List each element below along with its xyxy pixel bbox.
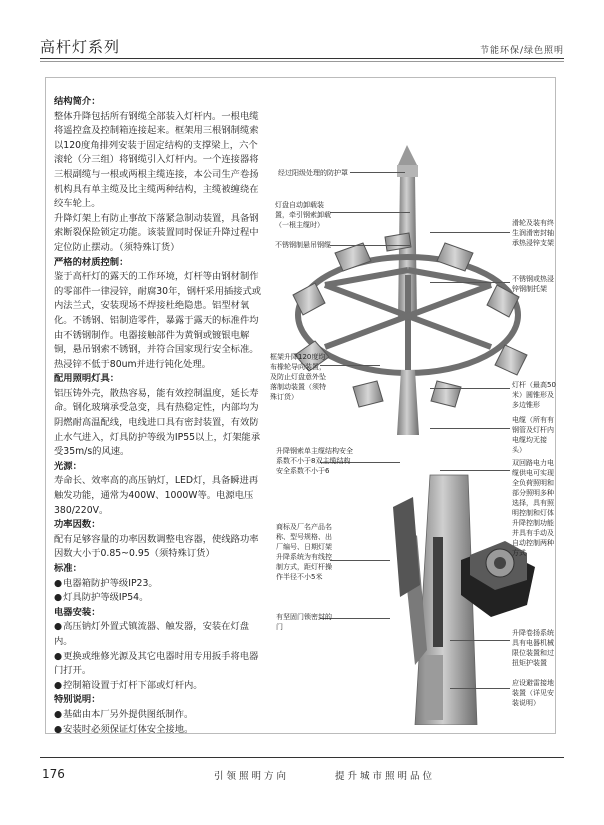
leader-line bbox=[430, 388, 510, 389]
leader-line bbox=[330, 560, 390, 561]
caption-door: 有坚固门锁密封的门 bbox=[276, 613, 332, 631]
source-text: 寿命长、效率高的高压钠灯，LED灯，具备瞬进再触发功能，通常为400W、1000W等。电源电压380/220V。 bbox=[54, 475, 259, 516]
page-title: 高杆灯系列 bbox=[40, 38, 121, 56]
lighting-heading: 配用照明灯具： bbox=[54, 373, 120, 385]
caption-guide-brake: 框架升降120度均布橡轮导向装置，及防止灯盘意外坠落制动装置（须特殊订货） bbox=[270, 353, 326, 401]
description-column bbox=[54, 95, 266, 737]
note-item: ● 安装时必须保证灯体安全接地。 bbox=[54, 723, 266, 738]
caption-bracket: 不锈钢或热浸锌钢制托架 bbox=[512, 275, 554, 293]
material-heading: 严格的材质控制： bbox=[54, 256, 129, 268]
caption-auto-unload: 灯盘自动卸载装置，牵引钢索卸载（一根主缆时） bbox=[275, 201, 331, 229]
caption-dual-circuit: 双回路电力电缆供电可实现全负荷照明和部分照明多种选择，具有照明控制和灯体升降控制功能并具有手动及自动控制两种方式 bbox=[512, 459, 554, 557]
page-number: 176 bbox=[42, 767, 65, 781]
leader-line bbox=[440, 470, 510, 471]
caption-winch: 升降卷扬系统具有电器机械限位装置和过扭矩护装置 bbox=[512, 629, 554, 667]
footer-divider bbox=[40, 757, 564, 758]
install-heading: 电器安装： bbox=[54, 606, 101, 618]
structure-text: 整体升降包括所有钢缆全部装入灯杆内。一根电缆将遥控盒及控制箱连接起来。框架用三根钢制缆索以120度角排列安装于固定结构的支撑梁上，六个滚轮（分三组）将钢缆引入灯杆内。一个连接器将三根副缆与一根或两根主缆连接，本公司生产卷扬机构具有单主缆及比主缆两种结构，主缆被缠绕在绞车轮上。 bbox=[54, 110, 259, 210]
caption-cable: 电缆（所有有钢管及灯杆内电缆均无接头） bbox=[512, 416, 554, 454]
leader-line bbox=[430, 232, 510, 233]
header-divider bbox=[40, 58, 564, 59]
lighting-text: 铝压铸外壳，散热容易，能有效控制温度，延长寿命。钢化玻璃承受急变，具有热稳定性，内部均为阴燃耐高温配线，电线进口具有密封装置，有效防止水气进入，灯具防护等级为IP55以上，灯架能承受35m/s的风速。 bbox=[54, 387, 261, 458]
standard-item: ● 灯具防护等级IP54。 bbox=[54, 591, 266, 606]
caption-pulley: 滑轮及装有终生润滑密封轴承热浸锌支架 bbox=[512, 219, 554, 247]
footer-slogan-2: 提升城市照明品位 bbox=[335, 771, 436, 782]
leader-line bbox=[450, 688, 510, 689]
header-divider-thin bbox=[40, 61, 564, 62]
caption-lift-cable: 升降钢索单主缆结构安全系数不小于8双主缆结构安全系数不小于6 bbox=[276, 447, 353, 475]
caption-pole: 灯杆（最高50米）圆锥形及多边锥形 bbox=[512, 381, 556, 409]
source-heading: 光源： bbox=[54, 460, 82, 472]
standard-heading: 标准： bbox=[54, 563, 82, 574]
caption-protective-cover: 经过阳级处理的防护罩 bbox=[278, 169, 348, 177]
install-item: ● 控制箱设置于灯杆下部或灯杆内。 bbox=[54, 679, 266, 694]
note-item: ● 基础由本厂另外提供图纸制作。 bbox=[54, 708, 266, 723]
footer-slogan-1: 引领照明方向 bbox=[214, 771, 290, 782]
standard-item: ● 电器箱防护等级IP23。 bbox=[54, 577, 266, 592]
install-item: ● 更换或维修光源及其它电器时用专用扳手将电器门打开。 bbox=[54, 650, 266, 679]
caption-grounding: 应设避雷接地装置（详见安装说明） bbox=[512, 679, 554, 707]
leader-line bbox=[430, 428, 510, 429]
power-factor-text: 配有足够容量的功率因数调整电容器，使线路功率因数大小于0.85~0.95（须特殊订货） bbox=[54, 533, 259, 560]
caption-steel-cable: 不锈钢制悬吊钢缆 bbox=[275, 241, 331, 249]
material-text: 鉴于高杆灯的露天的工作环境，灯杆等由钢材制作的零部件一律浸锌，耐腐30年，钢杆采用插接式或内法兰式，安装现场不焊接杜绝隐患。铝型材氧化。不锈钢、铝制造零件，暴露于露天的标准件均由不锈钢制作。电器接触部件为黄铜或镀银电解铜，悬吊钢索不锈钢，并符合国家现行安全标准。热浸锌不低于80um并进行钝化处理。 bbox=[54, 271, 262, 370]
leader-line bbox=[450, 640, 510, 641]
caption-nameplate: 商标及厂名产品名称、型号规格、出厂编号、日期灯架升降系统为有线控制方式，距灯杆操作半径不小5米 bbox=[276, 523, 332, 581]
leader-line bbox=[430, 282, 510, 283]
pole-door bbox=[393, 497, 420, 597]
install-item: ● 高压钠灯外置式镇流器、触发器，安装在灯盘内。 bbox=[54, 620, 266, 649]
structure-text-2: 升降灯架上有防止事故下落紧急制动装置，具备钢索断裂保险锁定功能。该装置同时保证升降过程中定位防止摆动。（须特殊订货） bbox=[54, 212, 259, 253]
page-tagline: 节能环保/绿色照明 bbox=[479, 46, 564, 56]
power-factor-heading: 功率因数： bbox=[54, 519, 101, 531]
leader-line bbox=[330, 212, 410, 213]
structure-heading: 结构简介： bbox=[54, 96, 101, 107]
note-heading: 特别说明： bbox=[54, 694, 101, 706]
